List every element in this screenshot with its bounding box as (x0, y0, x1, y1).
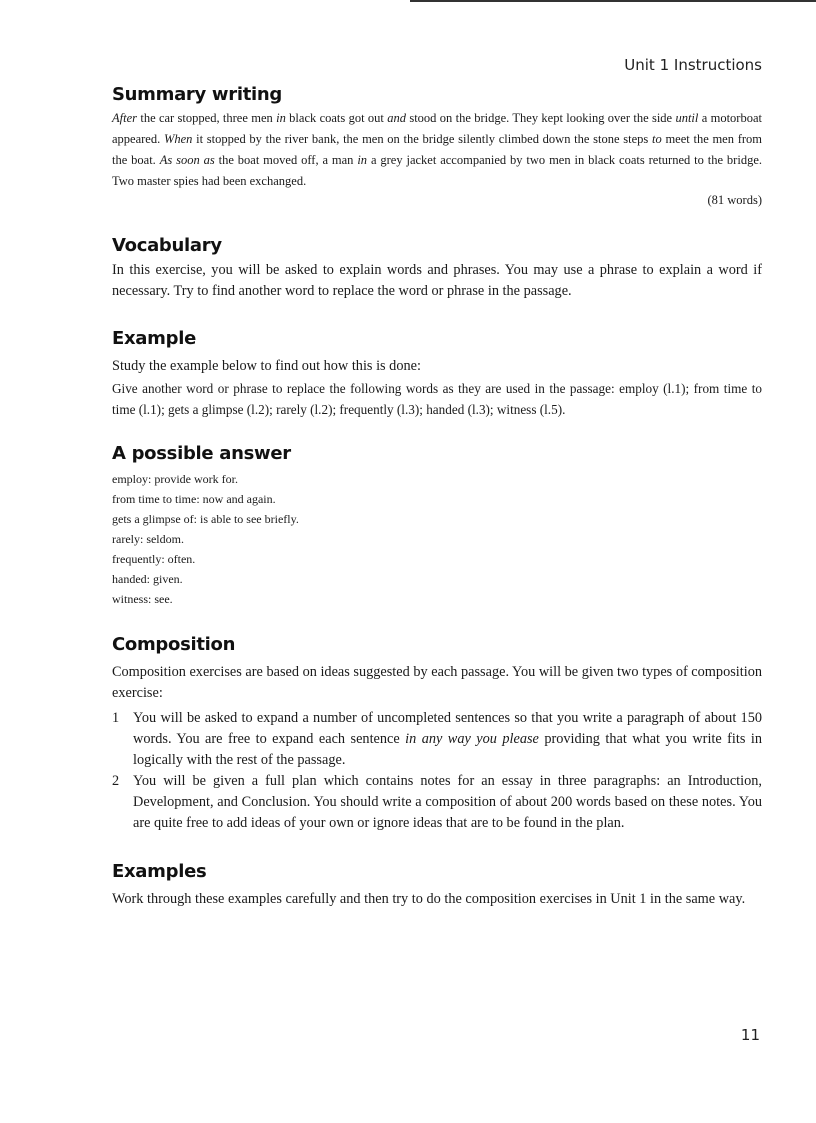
example-line-2: Give another word or phrase to replace the following words as they are used in the passage: employ (l.1); from time to time (l.1); gets a glimpse (l.2); rarely (l.2); frequently (l.3); handed (l.3); witness (l.5). (112, 381, 762, 417)
top-rule (410, 0, 816, 2)
examples-text: Work through these examples carefully and then try to do the composition exercises in Unit 1 in the same way. (112, 891, 746, 907)
answer-line: witness: see. (112, 592, 173, 606)
page-number: 11 (740, 1026, 760, 1044)
composition-item-2 (112, 771, 762, 834)
composition-item-1 (112, 708, 762, 771)
answer-line: employ: provide work for. (112, 472, 238, 486)
summary-paragraph: After the car stopped, three men in black coats got out and stood on the bridge. They kept looking over the side until a motorboat appeared. When it stopped by the river bank, the men on the bridge silently climbed down the stone steps to meet the men from the boat. As soon as the boat moved off, a man in a grey jacket accompanied by two men in black coats returned to the bridge. Two master spies had been exchanged. (112, 111, 762, 188)
examples-heading: Examples (112, 861, 207, 882)
answer-line: rarely: seldom. (112, 532, 184, 546)
composition-heading: Composition (112, 634, 236, 655)
summary-word-count: (81 words) (707, 193, 762, 207)
summary-heading: Summary writing (112, 84, 282, 105)
answer-list (112, 469, 762, 609)
answer-heading: A possible answer (112, 443, 291, 464)
unit-header: Unit 1 Instructions (624, 56, 762, 74)
composition-list (112, 708, 762, 834)
item-number: 2 (112, 773, 120, 789)
vocabulary-text: In this exercise, you will be asked to explain words and phrases. You may use a phrase to explain a word if necessary. Try to find another word to replace the word or phrase in the passage. (112, 262, 762, 299)
example-line-1: Study the example below to find out how this is done: (112, 358, 421, 374)
vocabulary-heading: Vocabulary (112, 235, 222, 256)
composition-intro: Composition exercises are based on ideas suggested by each passage. You will be given two types of composition exercise: (112, 664, 762, 701)
answer-line: handed: given. (112, 572, 183, 586)
example-heading: Example (112, 328, 196, 349)
answer-line: frequently: often. (112, 552, 196, 566)
item-text: You will be given a full plan which contains notes for an essay in three paragraphs: an Introduction, Development, and Conclusion. You should write a composition of about 200 words based on these notes. You are quite free to add ideas of your own or ignore ideas that are to be found in the plan. (133, 773, 762, 831)
item-text: You will be asked to expand a number of uncompleted sentences so that you write a paragraph of about 150 words. You are free to expand each sentence in any way you please providing that what you write fits in logically with the rest of the passage. (133, 710, 762, 768)
item-number: 1 (112, 710, 120, 726)
answer-line: from time to time: now and again. (112, 492, 276, 506)
answer-line: gets a glimpse of: is able to see briefly. (112, 512, 299, 526)
